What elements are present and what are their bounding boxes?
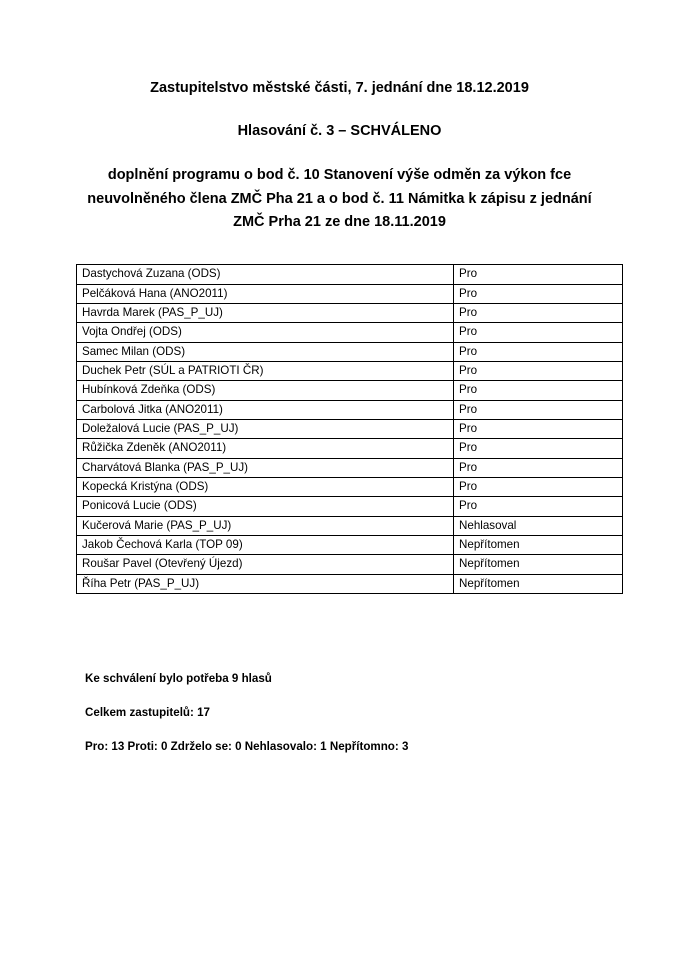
council-member-name: Carbolová Jitka (ANO2011) — [77, 400, 454, 419]
vote-value: Pro — [454, 458, 623, 477]
council-member-name: Kučerová Marie (PAS_P_UJ) — [77, 516, 454, 535]
voting-subtitle: Hlasování č. 3 – SCHVÁLENO — [237, 123, 442, 140]
council-member-name: Samec Milan (ODS) — [77, 342, 454, 361]
table-row — [77, 342, 623, 361]
council-member-name: Charvátová Blanka (PAS_P_UJ) — [77, 458, 454, 477]
table-row — [77, 420, 623, 439]
vote-value: Pro — [454, 439, 623, 458]
table-row — [77, 574, 623, 593]
council-member-name: Duchek Petr (SÚL a PATRIOTI ČR) — [77, 362, 454, 381]
table-row — [77, 381, 623, 400]
quorum-text: Ke schválení bylo potřeba 9 hlasů — [85, 672, 272, 686]
table-row — [77, 362, 623, 381]
voting-summary — [76, 672, 603, 754]
vote-value: Pro — [454, 478, 623, 497]
page-title: Zastupitelstvo městské části, 7. jednání dne 18.12.2019 — [150, 80, 529, 96]
council-member-name: Havrda Marek (PAS_P_UJ) — [77, 304, 454, 323]
table-row — [77, 439, 623, 458]
council-member-name: Pelčáková Hana (ANO2011) — [77, 284, 454, 303]
council-member-name: Vojta Ondřej (ODS) — [77, 323, 454, 342]
vote-value: Pro — [454, 420, 623, 439]
council-member-name: Říha Petr (PAS_P_UJ) — [77, 574, 454, 593]
council-member-name: Jakob Čechová Karla (TOP 09) — [77, 536, 454, 555]
voting-description: doplnění programu o bod č. 10 Stanovení výše odměn za výkon fce neuvolněného člena ZMČ Pha 21 a o bod č. 11 Námitka k zápisu z jednání ZMČ Prha 21 ze dne 18.11.2019 — [87, 167, 592, 230]
vote-results-text: Pro: 13 Proti: 0 Zdrželo se: 0 Nehlasovalo: 1 Nepřítomno: 3 — [85, 739, 409, 753]
table-row — [77, 478, 623, 497]
table-row — [77, 304, 623, 323]
vote-value: Nepřítomen — [454, 536, 623, 555]
council-member-name: Doležalová Lucie (PAS_P_UJ) — [77, 420, 454, 439]
council-member-name: Růžička Zdeněk (ANO2011) — [77, 439, 454, 458]
vote-value: Pro — [454, 362, 623, 381]
table-row — [77, 400, 623, 419]
table-row — [77, 536, 623, 555]
vote-table-body — [77, 265, 623, 594]
total-members-text: Celkem zastupitelů: 17 — [85, 705, 210, 719]
vote-value: Pro — [454, 400, 623, 419]
vote-value: Pro — [454, 342, 623, 361]
vote-value: Pro — [454, 304, 623, 323]
council-member-name: Ponicová Lucie (ODS) — [77, 497, 454, 516]
table-row — [77, 284, 623, 303]
vote-value: Nepřítomen — [454, 555, 623, 574]
vote-value: Pro — [454, 284, 623, 303]
council-member-name: Hubínková Zdeňka (ODS) — [77, 381, 454, 400]
table-row — [77, 265, 623, 284]
vote-table — [76, 264, 623, 594]
table-row — [77, 497, 623, 516]
document-header — [76, 0, 603, 234]
vote-value: Pro — [454, 265, 623, 284]
table-row — [77, 516, 623, 535]
vote-value: Pro — [454, 497, 623, 516]
vote-value: Nehlasoval — [454, 516, 623, 535]
table-row — [77, 555, 623, 574]
council-member-name: Dastychová Zuzana (ODS) — [77, 265, 454, 284]
vote-value: Nepřítomen — [454, 574, 623, 593]
vote-value: Pro — [454, 381, 623, 400]
table-row — [77, 323, 623, 342]
council-member-name: Roušar Pavel (Otevřený Újezd) — [77, 555, 454, 574]
council-member-name: Kopecká Kristýna (ODS) — [77, 478, 454, 497]
table-row — [77, 458, 623, 477]
vote-table-container — [76, 264, 603, 594]
vote-value: Pro — [454, 323, 623, 342]
